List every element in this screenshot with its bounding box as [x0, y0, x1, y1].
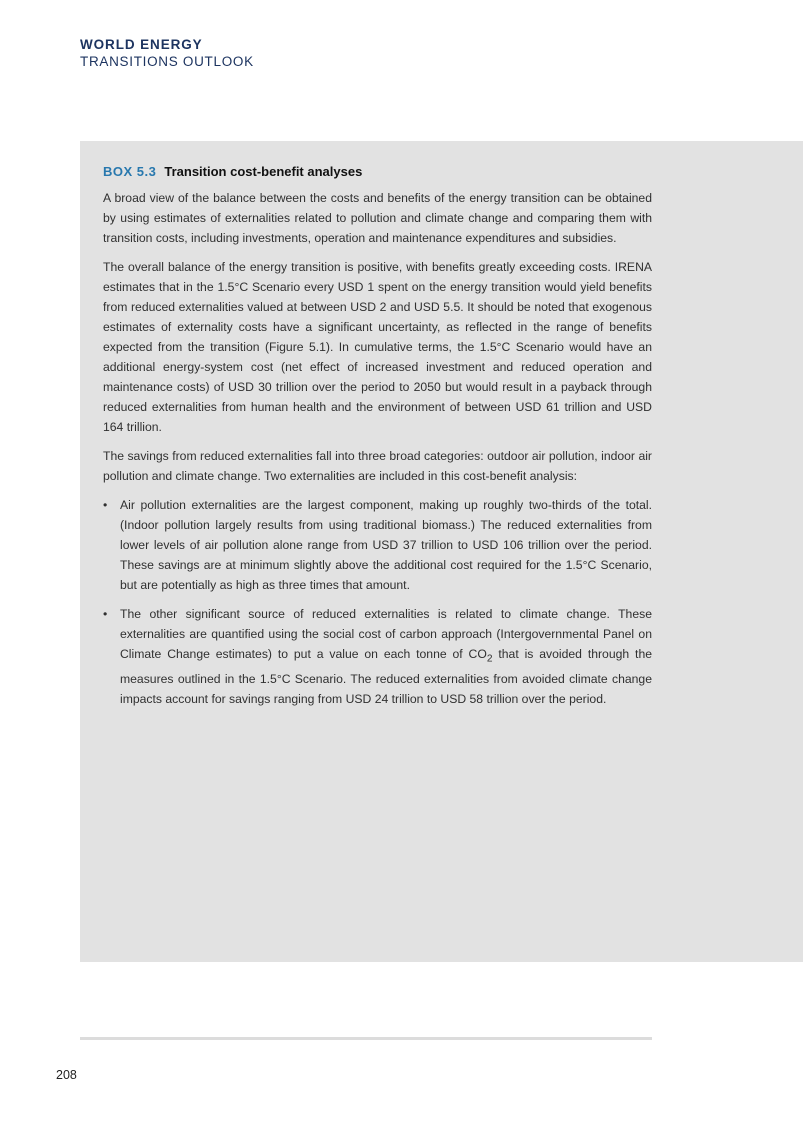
box-paragraph-2: The overall balance of the energy transition is positive, with benefits greatly exceeding costs. IRENA estimates that in the 1.5°C Scenario every USD 1 spent on the energy transition would yield benefits from reduced externalities valued at between USD 2 and USD 5.5. It should be noted that exogenous estimates of externality costs have a significant uncertainty, as reflected in the range of benefits expected from the transition (Figure 5.1). In cumulative terms, the 1.5°C Scenario would have an additional energy-system cost (net effect of increased investment and reduced operation and maintenance costs) of USD 30 trillion over the period to 2050 but would result in a payback through reduced externalities from human health and the environment of between USD 61 trillion and USD 164 trillion. [103, 260, 652, 434]
bullet-item-climate-change [103, 604, 652, 709]
bullet-list [103, 495, 652, 709]
page-number: 208 [56, 1068, 77, 1082]
box-paragraph-1: A broad view of the balance between the costs and benefits of the energy transition can be obtained by using estimates of externalities related to pollution and climate change and comparing them with transition costs, including investments, operation and maintenance expenditures and subsidies. [103, 191, 652, 245]
box-content [103, 163, 652, 718]
report-title-line2: TRANSITIONS OUTLOOK [80, 54, 254, 69]
co2-subscript: 2 [486, 653, 493, 665]
box-paragraph-3: The savings from reduced externalities fall into three broad categories: outdoor air pollution, indoor air pollution and climate change. Two externalities are included in this cost-benefit analysis: [103, 449, 652, 483]
box-heading [103, 163, 652, 181]
box-title: Transition cost-benefit analyses [164, 164, 363, 179]
bullet-marker: • [103, 607, 108, 621]
box-label: BOX 5.3 [103, 164, 157, 179]
footer-divider [80, 1037, 652, 1040]
bullet-text-before: The other significant source of reduced externalities is related to climate change. These externalities are quantified using the social cost of carbon approach (Intergovernmental Panel on Climate Change estimates) to put a value on each tonne of CO [120, 607, 652, 661]
bullet-marker: • [103, 498, 108, 512]
report-header [80, 36, 254, 70]
bullet-item-air-pollution [103, 495, 652, 595]
report-title-line1: WORLD ENERGY [80, 37, 203, 52]
bullet-text: Air pollution externalities are the largest component, making up roughly two-thirds of the total. (Indoor pollution largely results from using traditional biomass.) The reduced externalities from lower levels of air pollution alone range from USD 37 trillion to USD 106 trillion over the period. These savings are at minimum slightly above the additional cost required for the 1.5°C Scenario, but are potentially as high as three times that amount. [120, 498, 652, 592]
bullet-text-after: that is avoided through the measures outlined in the 1.5°C Scenario. The reduced externalities from avoided climate change impacts account for savings ranging from USD 24 trillion to USD 58 trillion over the period. [120, 647, 652, 707]
box-panel [80, 141, 803, 962]
